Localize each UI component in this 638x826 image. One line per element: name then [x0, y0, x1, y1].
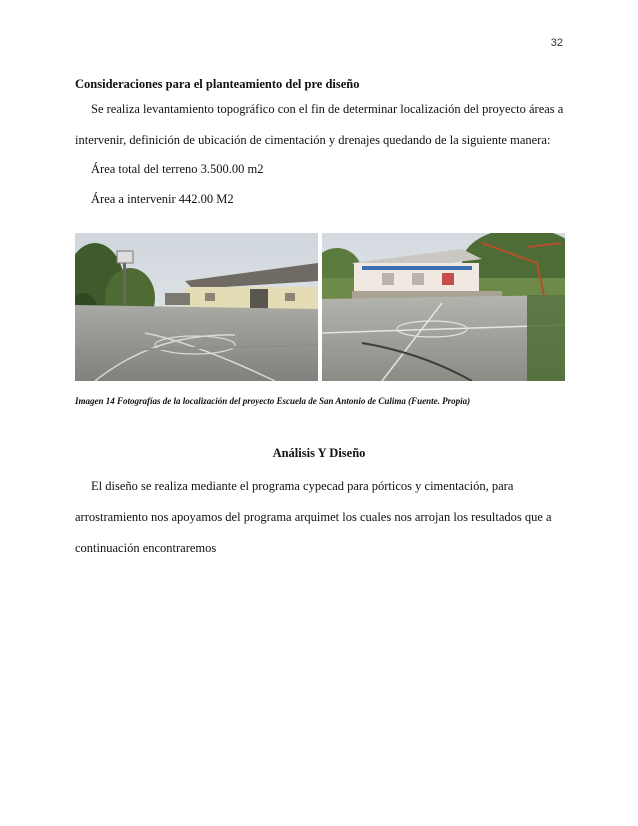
intervention-area-line: Área a intervenir 442.00 M2 [91, 192, 234, 206]
location-photos [75, 233, 565, 381]
intro-paragraph: Se realiza levantamiento topográfico con el fin de determinar localización del proyecto áreas a intervenir, definición de ubicación de cimentación y drenajes quedando de la siguiente manera: [75, 102, 564, 147]
photo-school-court-right [322, 233, 565, 381]
photo-school-court-left [75, 233, 318, 381]
section-title: Análisis Y Diseño [272, 446, 366, 460]
figure-caption: Imagen 14 Fotografías de la localización del proyecto Escuela de San Antonio de Culima (Fuente. Propia) [75, 396, 471, 406]
design-paragraph: El diseño se realiza mediante el programa cypecad para pórticos y cimentación, para arrostramiento nos apoyamos del programa arquimet los cuales nos arrojan los resultados que a continuación encontraremos [75, 479, 552, 555]
total-area-line: Área total del terreno 3.500.00 m2 [91, 162, 264, 176]
section-heading: Consideraciones para el planteamiento del pre diseño [75, 77, 360, 91]
page-number: 32 [550, 37, 563, 49]
